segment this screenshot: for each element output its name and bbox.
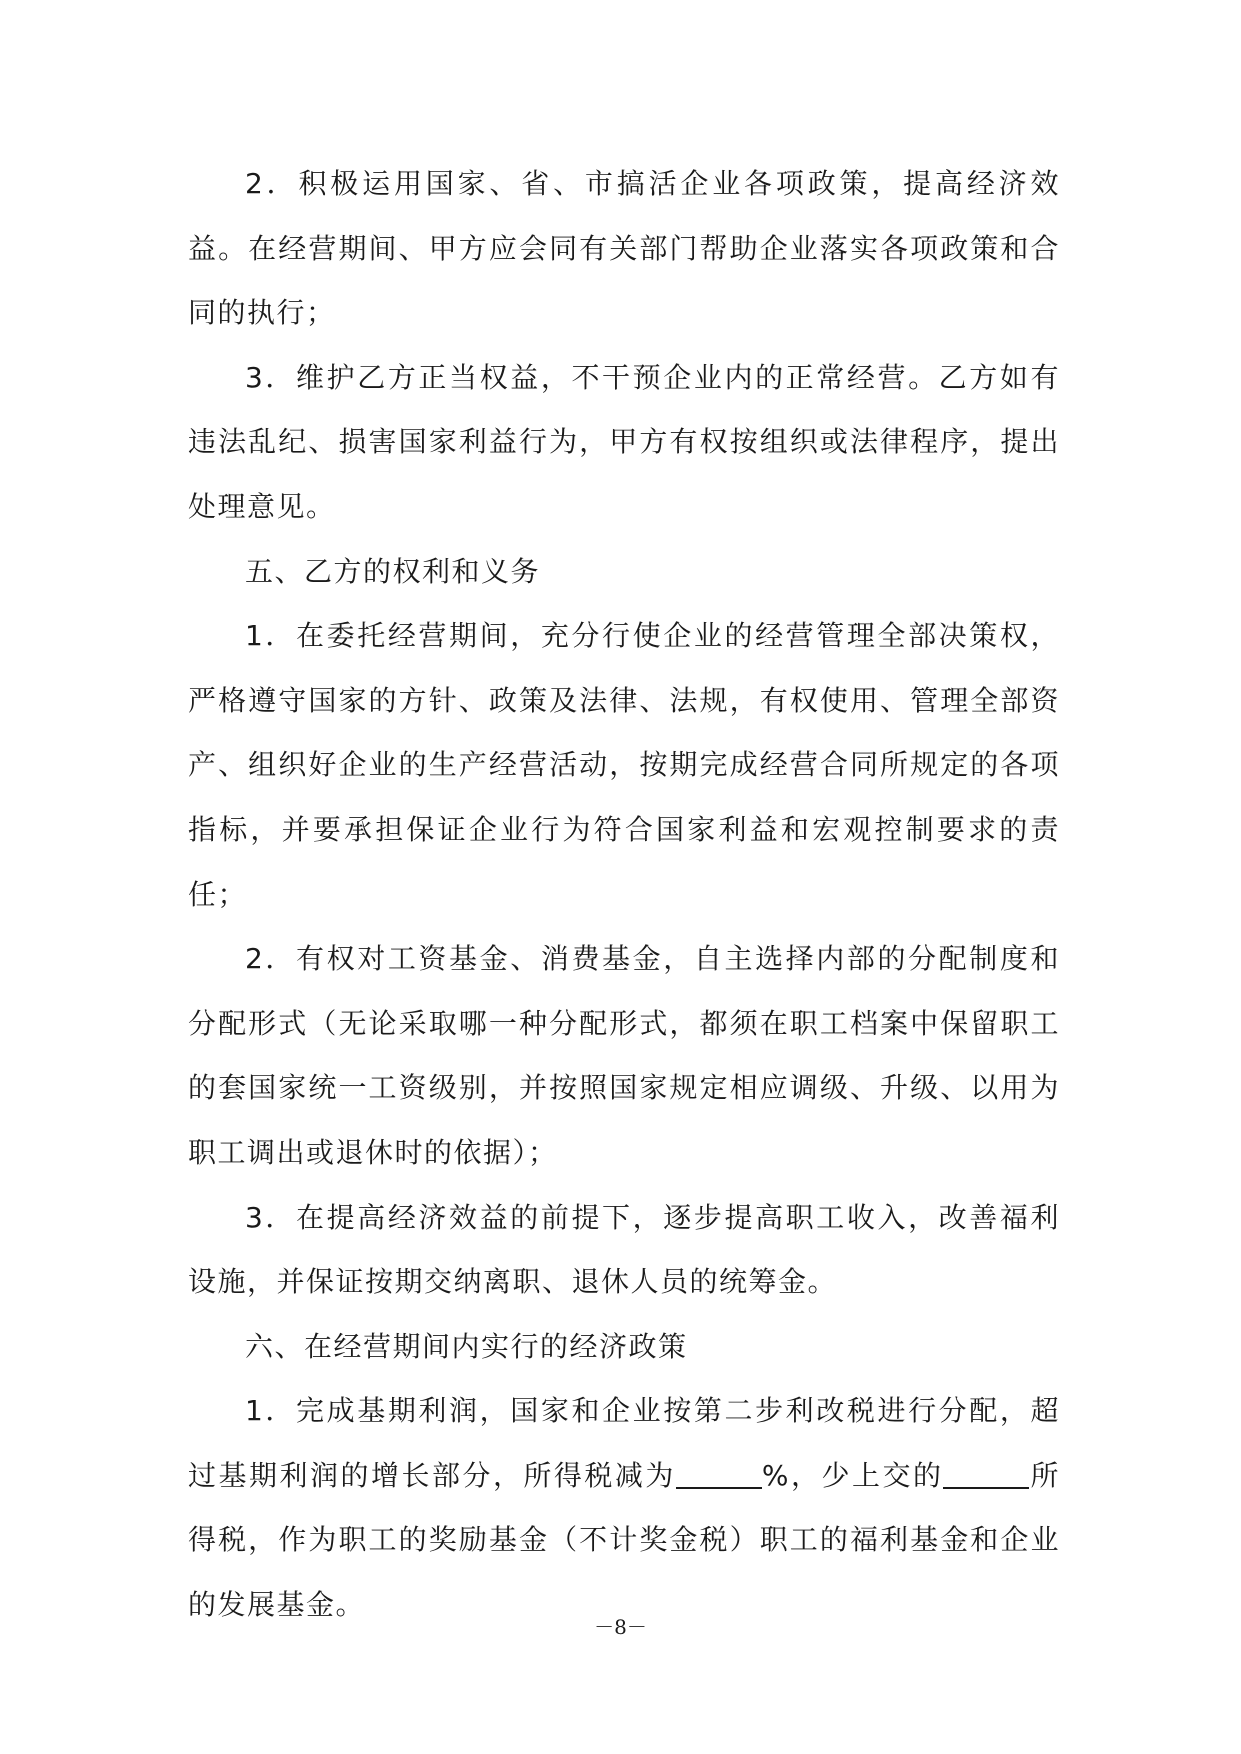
document-body bbox=[188, 152, 1060, 1638]
paragraph-3-rights-protection: 3．维护乙方正当权益，不干预企业内的正常经营。乙方如有违法乱纪、损害国家利益行为，甲方有权按组织或法律程序，提出处理意见。 bbox=[188, 360, 1060, 523]
paragraph-1-profit-distribution bbox=[188, 1379, 1060, 1637]
profit-text-part-1: 1．完成基期利润，国家和企业按第二步利改税进行分配，超过基期利润的增长部分，所得税减为 bbox=[188, 1394, 1060, 1492]
paragraph-2-distribution: 2．有权对工资基金、消费基金，自主选择内部的分配制度和分配形式（无论采取哪一种分配形式，都须在职工档案中保留职工的套国家统一工资级别，并按照国家规定相应调级、升级、以用为职工调出或退休时的依据）； bbox=[188, 942, 1060, 1169]
paragraph-2-policies: 2．积极运用国家、省、市搞活企业各项政策，提高经济效益。在经营期间、甲方应会同有关部门帮助企业落实各项政策和合同的执行； bbox=[188, 167, 1060, 330]
section-heading-6: 六、在经营期间内实行的经济政策 bbox=[245, 1329, 688, 1363]
page-number: －8－ bbox=[594, 1615, 647, 1639]
reduced-tax-blank bbox=[943, 1459, 1029, 1489]
profit-text-part-2: %，少上交的 bbox=[761, 1458, 944, 1492]
paragraph-1-decision-rights: 1．在委托经营期间，充分行使企业的经营管理全部决策权，严格遵守国家的方针、政策及法律、法规，有权使用、管理全部资产、组织好企业的生产经营活动，按期完成经营合同所规定的各项指标，并要承担保证企业行为符合国家利益和宏观控制要求的责任； bbox=[188, 619, 1060, 911]
section-heading-5: 五、乙方的权利和义务 bbox=[245, 554, 541, 588]
profit-text-part-3: 所得税，作为职工的奖励基金（不计奖金税）职工的福利基金和企业的发展基金。 bbox=[188, 1458, 1060, 1622]
tax-rate-blank bbox=[676, 1459, 762, 1489]
paragraph-3-welfare: 3．在提高经济效益的前提下，逐步提高职工收入，改善福利设施，并保证按期交纳离职、退休人员的统筹金。 bbox=[188, 1200, 1060, 1299]
